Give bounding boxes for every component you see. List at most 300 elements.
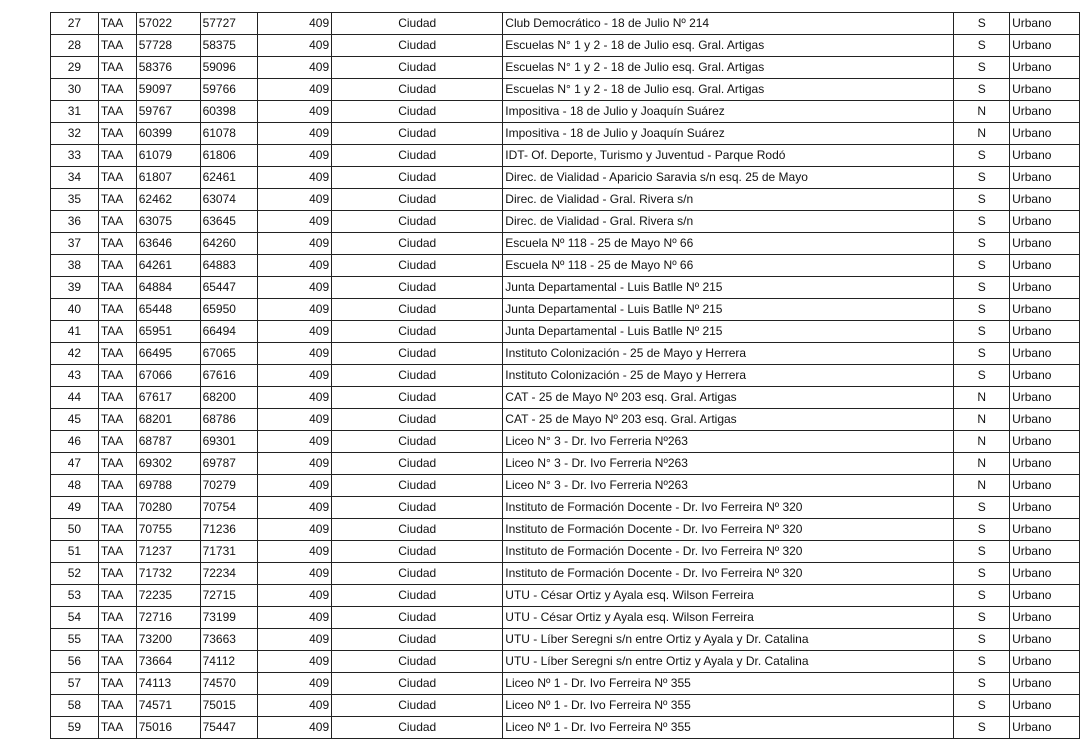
accessibility-cell: N (954, 453, 1010, 475)
range-from-cell: 72716 (136, 607, 200, 629)
series-cell: TAA (98, 35, 136, 57)
accessibility-cell: N (954, 101, 1010, 123)
table-row (51, 607, 1080, 629)
range-to-cell: 66494 (200, 321, 258, 343)
range-to-cell: 58375 (200, 35, 258, 57)
polling-place-cell: Escuelas N° 1 y 2 - 18 de Julio esq. Gral. Artigas (503, 35, 954, 57)
table-row (51, 167, 1080, 189)
accessibility-cell: S (954, 189, 1010, 211)
polling-place-cell: Instituto de Formación Docente - Dr. Ivo Ferreira Nº 320 (503, 497, 954, 519)
accessibility-cell: S (954, 233, 1010, 255)
locality-cell: Ciudad (332, 409, 503, 431)
zone-cell: Urbano (1010, 255, 1080, 277)
range-from-cell: 70280 (136, 497, 200, 519)
table-row (51, 651, 1080, 673)
range-from-cell: 70755 (136, 519, 200, 541)
polling-place-cell: UTU - Líber Seregni s/n entre Ortiz y Ayala y Dr. Catalina (503, 629, 954, 651)
polling-place-cell: Impositiva - 18 de Julio y Joaquín Suárez (503, 101, 954, 123)
range-to-cell: 75015 (200, 695, 258, 717)
code-cell: 409 (258, 189, 332, 211)
range-to-cell: 74112 (200, 651, 258, 673)
circuit-number-cell: 59 (51, 717, 99, 739)
zone-cell: Urbano (1010, 673, 1080, 695)
code-cell: 409 (258, 541, 332, 563)
zone-cell: Urbano (1010, 585, 1080, 607)
range-from-cell: 59097 (136, 79, 200, 101)
locality-cell: Ciudad (332, 233, 503, 255)
table-row (51, 189, 1080, 211)
accessibility-cell: S (954, 167, 1010, 189)
circuit-number-cell: 52 (51, 563, 99, 585)
circuit-number-cell: 31 (51, 101, 99, 123)
series-cell: TAA (98, 431, 136, 453)
locality-cell: Ciudad (332, 13, 503, 35)
circuit-number-cell: 34 (51, 167, 99, 189)
accessibility-cell: S (954, 321, 1010, 343)
table-row (51, 519, 1080, 541)
series-cell: TAA (98, 343, 136, 365)
range-to-cell: 71731 (200, 541, 258, 563)
accessibility-cell: S (954, 563, 1010, 585)
range-to-cell: 61806 (200, 145, 258, 167)
circuit-number-cell: 54 (51, 607, 99, 629)
locality-cell: Ciudad (332, 277, 503, 299)
table-row (51, 563, 1080, 585)
zone-cell: Urbano (1010, 123, 1080, 145)
range-to-cell: 68200 (200, 387, 258, 409)
table-row (51, 365, 1080, 387)
code-cell: 409 (258, 387, 332, 409)
accessibility-cell: S (954, 673, 1010, 695)
locality-cell: Ciudad (332, 629, 503, 651)
range-to-cell: 74570 (200, 673, 258, 695)
range-to-cell: 70754 (200, 497, 258, 519)
table-row (51, 629, 1080, 651)
code-cell: 409 (258, 475, 332, 497)
zone-cell: Urbano (1010, 607, 1080, 629)
accessibility-cell: N (954, 431, 1010, 453)
locality-cell: Ciudad (332, 211, 503, 233)
accessibility-cell: N (954, 387, 1010, 409)
range-to-cell: 60398 (200, 101, 258, 123)
circuit-number-cell: 46 (51, 431, 99, 453)
code-cell: 409 (258, 233, 332, 255)
accessibility-cell: S (954, 35, 1010, 57)
locality-cell: Ciudad (332, 35, 503, 57)
series-cell: TAA (98, 255, 136, 277)
series-cell: TAA (98, 541, 136, 563)
table-row (51, 277, 1080, 299)
code-cell: 409 (258, 607, 332, 629)
locality-cell: Ciudad (332, 79, 503, 101)
accessibility-cell: S (954, 145, 1010, 167)
circuit-number-cell: 33 (51, 145, 99, 167)
series-cell: TAA (98, 607, 136, 629)
table-row (51, 145, 1080, 167)
zone-cell: Urbano (1010, 35, 1080, 57)
circuit-number-cell: 44 (51, 387, 99, 409)
zone-cell: Urbano (1010, 387, 1080, 409)
zone-cell: Urbano (1010, 475, 1080, 497)
circuit-number-cell: 57 (51, 673, 99, 695)
locality-cell: Ciudad (332, 101, 503, 123)
circuit-number-cell: 32 (51, 123, 99, 145)
polling-place-cell: Instituto Colonización - 25 de Mayo y Herrera (503, 365, 954, 387)
series-cell: TAA (98, 585, 136, 607)
range-to-cell: 68786 (200, 409, 258, 431)
circuit-number-cell: 55 (51, 629, 99, 651)
series-cell: TAA (98, 629, 136, 651)
zone-cell: Urbano (1010, 299, 1080, 321)
range-from-cell: 61079 (136, 145, 200, 167)
code-cell: 409 (258, 717, 332, 739)
table-row (51, 673, 1080, 695)
range-from-cell: 61807 (136, 167, 200, 189)
table-row (51, 233, 1080, 255)
accessibility-cell: S (954, 585, 1010, 607)
circuit-number-cell: 56 (51, 651, 99, 673)
circuit-number-cell: 28 (51, 35, 99, 57)
locality-cell: Ciudad (332, 673, 503, 695)
polling-place-cell: Junta Departamental - Luis Batlle Nº 215 (503, 277, 954, 299)
range-to-cell: 65950 (200, 299, 258, 321)
range-from-cell: 57022 (136, 13, 200, 35)
polling-place-cell: CAT - 25 de Mayo Nº 203 esq. Gral. Artigas (503, 409, 954, 431)
range-to-cell: 59766 (200, 79, 258, 101)
table-row (51, 321, 1080, 343)
table-row (51, 585, 1080, 607)
code-cell: 409 (258, 167, 332, 189)
range-from-cell: 74571 (136, 695, 200, 717)
series-cell: TAA (98, 277, 136, 299)
range-from-cell: 59767 (136, 101, 200, 123)
range-from-cell: 72235 (136, 585, 200, 607)
range-to-cell: 61078 (200, 123, 258, 145)
polling-place-cell: UTU - César Ortiz y Ayala esq. Wilson Ferreira (503, 585, 954, 607)
polling-place-cell: Direc. de Vialidad - Gral. Rivera s/n (503, 211, 954, 233)
zone-cell: Urbano (1010, 409, 1080, 431)
circuit-number-cell: 42 (51, 343, 99, 365)
series-cell: TAA (98, 673, 136, 695)
accessibility-cell: S (954, 717, 1010, 739)
code-cell: 409 (258, 277, 332, 299)
range-from-cell: 64261 (136, 255, 200, 277)
zone-cell: Urbano (1010, 717, 1080, 739)
locality-cell: Ciudad (332, 541, 503, 563)
code-cell: 409 (258, 145, 332, 167)
locality-cell: Ciudad (332, 57, 503, 79)
table-row (51, 497, 1080, 519)
locality-cell: Ciudad (332, 453, 503, 475)
accessibility-cell: N (954, 409, 1010, 431)
zone-cell: Urbano (1010, 343, 1080, 365)
polling-place-cell: Direc. de Vialidad - Aparicio Saravia s/n esq. 25 de Mayo (503, 167, 954, 189)
code-cell: 409 (258, 629, 332, 651)
range-from-cell: 67617 (136, 387, 200, 409)
range-from-cell: 57728 (136, 35, 200, 57)
range-from-cell: 71732 (136, 563, 200, 585)
polling-place-cell: Instituto de Formación Docente - Dr. Ivo Ferreira Nº 320 (503, 519, 954, 541)
table-row (51, 409, 1080, 431)
accessibility-cell: S (954, 277, 1010, 299)
zone-cell: Urbano (1010, 629, 1080, 651)
range-from-cell: 65448 (136, 299, 200, 321)
zone-cell: Urbano (1010, 541, 1080, 563)
polling-place-cell: Impositiva - 18 de Julio y Joaquín Suárez (503, 123, 954, 145)
polling-place-cell: Instituto de Formación Docente - Dr. Ivo Ferreira Nº 320 (503, 541, 954, 563)
locality-cell: Ciudad (332, 607, 503, 629)
zone-cell: Urbano (1010, 431, 1080, 453)
range-from-cell: 68201 (136, 409, 200, 431)
range-from-cell: 67066 (136, 365, 200, 387)
locality-cell: Ciudad (332, 299, 503, 321)
code-cell: 409 (258, 431, 332, 453)
range-from-cell: 58376 (136, 57, 200, 79)
code-cell: 409 (258, 101, 332, 123)
series-cell: TAA (98, 123, 136, 145)
series-cell: TAA (98, 299, 136, 321)
code-cell: 409 (258, 13, 332, 35)
range-from-cell: 75016 (136, 717, 200, 739)
code-cell: 409 (258, 299, 332, 321)
code-cell: 409 (258, 497, 332, 519)
range-to-cell: 62461 (200, 167, 258, 189)
code-cell: 409 (258, 321, 332, 343)
polling-place-cell: CAT - 25 de Mayo Nº 203 esq. Gral. Artigas (503, 387, 954, 409)
circuit-number-cell: 38 (51, 255, 99, 277)
accessibility-cell: S (954, 607, 1010, 629)
zone-cell: Urbano (1010, 189, 1080, 211)
zone-cell: Urbano (1010, 453, 1080, 475)
polling-place-cell: Instituto de Formación Docente - Dr. Ivo Ferreira Nº 320 (503, 563, 954, 585)
circuit-number-cell: 41 (51, 321, 99, 343)
accessibility-cell: S (954, 13, 1010, 35)
range-from-cell: 62462 (136, 189, 200, 211)
code-cell: 409 (258, 255, 332, 277)
table-row (51, 211, 1080, 233)
range-from-cell: 63075 (136, 211, 200, 233)
series-cell: TAA (98, 211, 136, 233)
zone-cell: Urbano (1010, 497, 1080, 519)
code-cell: 409 (258, 343, 332, 365)
circuit-number-cell: 49 (51, 497, 99, 519)
series-cell: TAA (98, 497, 136, 519)
series-cell: TAA (98, 365, 136, 387)
range-from-cell: 60399 (136, 123, 200, 145)
locality-cell: Ciudad (332, 563, 503, 585)
series-cell: TAA (98, 101, 136, 123)
polling-place-cell: Escuela Nº 118 - 25 de Mayo Nº 66 (503, 255, 954, 277)
series-cell: TAA (98, 57, 136, 79)
range-to-cell: 69301 (200, 431, 258, 453)
circuit-number-cell: 30 (51, 79, 99, 101)
range-to-cell: 69787 (200, 453, 258, 475)
series-cell: TAA (98, 651, 136, 673)
polling-place-cell: Escuelas N° 1 y 2 - 18 de Julio esq. Gral. Artigas (503, 57, 954, 79)
zone-cell: Urbano (1010, 321, 1080, 343)
table-row (51, 123, 1080, 145)
code-cell: 409 (258, 409, 332, 431)
circuit-number-cell: 45 (51, 409, 99, 431)
table-row (51, 431, 1080, 453)
table-row (51, 255, 1080, 277)
accessibility-cell: S (954, 255, 1010, 277)
code-cell: 409 (258, 519, 332, 541)
locality-cell: Ciudad (332, 123, 503, 145)
table-body (51, 13, 1080, 739)
circuit-number-cell: 58 (51, 695, 99, 717)
range-to-cell: 72234 (200, 563, 258, 585)
range-from-cell: 63646 (136, 233, 200, 255)
zone-cell: Urbano (1010, 13, 1080, 35)
table-row (51, 695, 1080, 717)
polling-place-cell: Direc. de Vialidad - Gral. Rivera s/n (503, 189, 954, 211)
code-cell: 409 (258, 651, 332, 673)
locality-cell: Ciudad (332, 343, 503, 365)
code-cell: 409 (258, 57, 332, 79)
range-to-cell: 73199 (200, 607, 258, 629)
table-row (51, 387, 1080, 409)
accessibility-cell: S (954, 299, 1010, 321)
accessibility-cell: S (954, 343, 1010, 365)
code-cell: 409 (258, 35, 332, 57)
range-from-cell: 74113 (136, 673, 200, 695)
table-row (51, 343, 1080, 365)
accessibility-cell: N (954, 123, 1010, 145)
locality-cell: Ciudad (332, 497, 503, 519)
range-from-cell: 66495 (136, 343, 200, 365)
polling-place-cell: Club Democrático - 18 de Julio Nº 214 (503, 13, 954, 35)
locality-cell: Ciudad (332, 145, 503, 167)
accessibility-cell: S (954, 651, 1010, 673)
locality-cell: Ciudad (332, 255, 503, 277)
table-row (51, 475, 1080, 497)
zone-cell: Urbano (1010, 695, 1080, 717)
code-cell: 409 (258, 585, 332, 607)
series-cell: TAA (98, 321, 136, 343)
locality-cell: Ciudad (332, 167, 503, 189)
accessibility-cell: S (954, 541, 1010, 563)
range-to-cell: 71236 (200, 519, 258, 541)
series-cell: TAA (98, 409, 136, 431)
polling-place-cell: Escuelas N° 1 y 2 - 18 de Julio esq. Gral. Artigas (503, 79, 954, 101)
series-cell: TAA (98, 233, 136, 255)
circuit-number-cell: 53 (51, 585, 99, 607)
code-cell: 409 (258, 123, 332, 145)
range-from-cell: 73664 (136, 651, 200, 673)
locality-cell: Ciudad (332, 695, 503, 717)
range-from-cell: 69302 (136, 453, 200, 475)
series-cell: TAA (98, 79, 136, 101)
range-to-cell: 64260 (200, 233, 258, 255)
range-to-cell: 59096 (200, 57, 258, 79)
table-row (51, 101, 1080, 123)
table-row (51, 57, 1080, 79)
zone-cell: Urbano (1010, 101, 1080, 123)
circuit-number-cell: 50 (51, 519, 99, 541)
code-cell: 409 (258, 453, 332, 475)
zone-cell: Urbano (1010, 519, 1080, 541)
accessibility-cell: S (954, 629, 1010, 651)
polling-place-cell: UTU - César Ortiz y Ayala esq. Wilson Ferreira (503, 607, 954, 629)
locality-cell: Ciudad (332, 651, 503, 673)
range-from-cell: 69788 (136, 475, 200, 497)
series-cell: TAA (98, 717, 136, 739)
zone-cell: Urbano (1010, 211, 1080, 233)
locality-cell: Ciudad (332, 321, 503, 343)
range-to-cell: 63645 (200, 211, 258, 233)
locality-cell: Ciudad (332, 585, 503, 607)
zone-cell: Urbano (1010, 651, 1080, 673)
zone-cell: Urbano (1010, 145, 1080, 167)
accessibility-cell: S (954, 365, 1010, 387)
code-cell: 409 (258, 563, 332, 585)
zone-cell: Urbano (1010, 233, 1080, 255)
zone-cell: Urbano (1010, 365, 1080, 387)
table-row (51, 541, 1080, 563)
zone-cell: Urbano (1010, 563, 1080, 585)
range-to-cell: 75447 (200, 717, 258, 739)
accessibility-cell: S (954, 519, 1010, 541)
circuit-number-cell: 29 (51, 57, 99, 79)
polling-place-cell: Liceo N° 3 - Dr. Ivo Ferreria Nº263 (503, 431, 954, 453)
range-from-cell: 64884 (136, 277, 200, 299)
table-row (51, 13, 1080, 35)
table-row (51, 299, 1080, 321)
locality-cell: Ciudad (332, 387, 503, 409)
locality-cell: Ciudad (332, 519, 503, 541)
locality-cell: Ciudad (332, 475, 503, 497)
table-row (51, 717, 1080, 739)
locality-cell: Ciudad (332, 431, 503, 453)
polling-place-cell: Liceo N° 3 - Dr. Ivo Ferreria Nº263 (503, 453, 954, 475)
code-cell: 409 (258, 673, 332, 695)
polling-place-cell: Junta Departamental - Luis Batlle Nº 215 (503, 299, 954, 321)
circuit-number-cell: 39 (51, 277, 99, 299)
code-cell: 409 (258, 365, 332, 387)
range-to-cell: 67065 (200, 343, 258, 365)
table-row (51, 453, 1080, 475)
polling-place-cell: Liceo Nº 1 - Dr. Ivo Ferreira Nº 355 (503, 695, 954, 717)
circuit-number-cell: 48 (51, 475, 99, 497)
circuit-number-cell: 27 (51, 13, 99, 35)
series-cell: TAA (98, 189, 136, 211)
range-to-cell: 57727 (200, 13, 258, 35)
circuit-number-cell: 47 (51, 453, 99, 475)
accessibility-cell: S (954, 57, 1010, 79)
series-cell: TAA (98, 695, 136, 717)
polling-place-cell: IDT- Of. Deporte, Turismo y Juventud - Parque Rodó (503, 145, 954, 167)
code-cell: 409 (258, 79, 332, 101)
range-to-cell: 64883 (200, 255, 258, 277)
code-cell: 409 (258, 695, 332, 717)
series-cell: TAA (98, 453, 136, 475)
series-cell: TAA (98, 167, 136, 189)
accessibility-cell: S (954, 211, 1010, 233)
range-to-cell: 73663 (200, 629, 258, 651)
range-to-cell: 67616 (200, 365, 258, 387)
locality-cell: Ciudad (332, 189, 503, 211)
zone-cell: Urbano (1010, 57, 1080, 79)
range-from-cell: 68787 (136, 431, 200, 453)
table-row (51, 35, 1080, 57)
circuit-number-cell: 51 (51, 541, 99, 563)
circuit-number-cell: 35 (51, 189, 99, 211)
locality-cell: Ciudad (332, 365, 503, 387)
code-cell: 409 (258, 211, 332, 233)
accessibility-cell: S (954, 497, 1010, 519)
series-cell: TAA (98, 475, 136, 497)
